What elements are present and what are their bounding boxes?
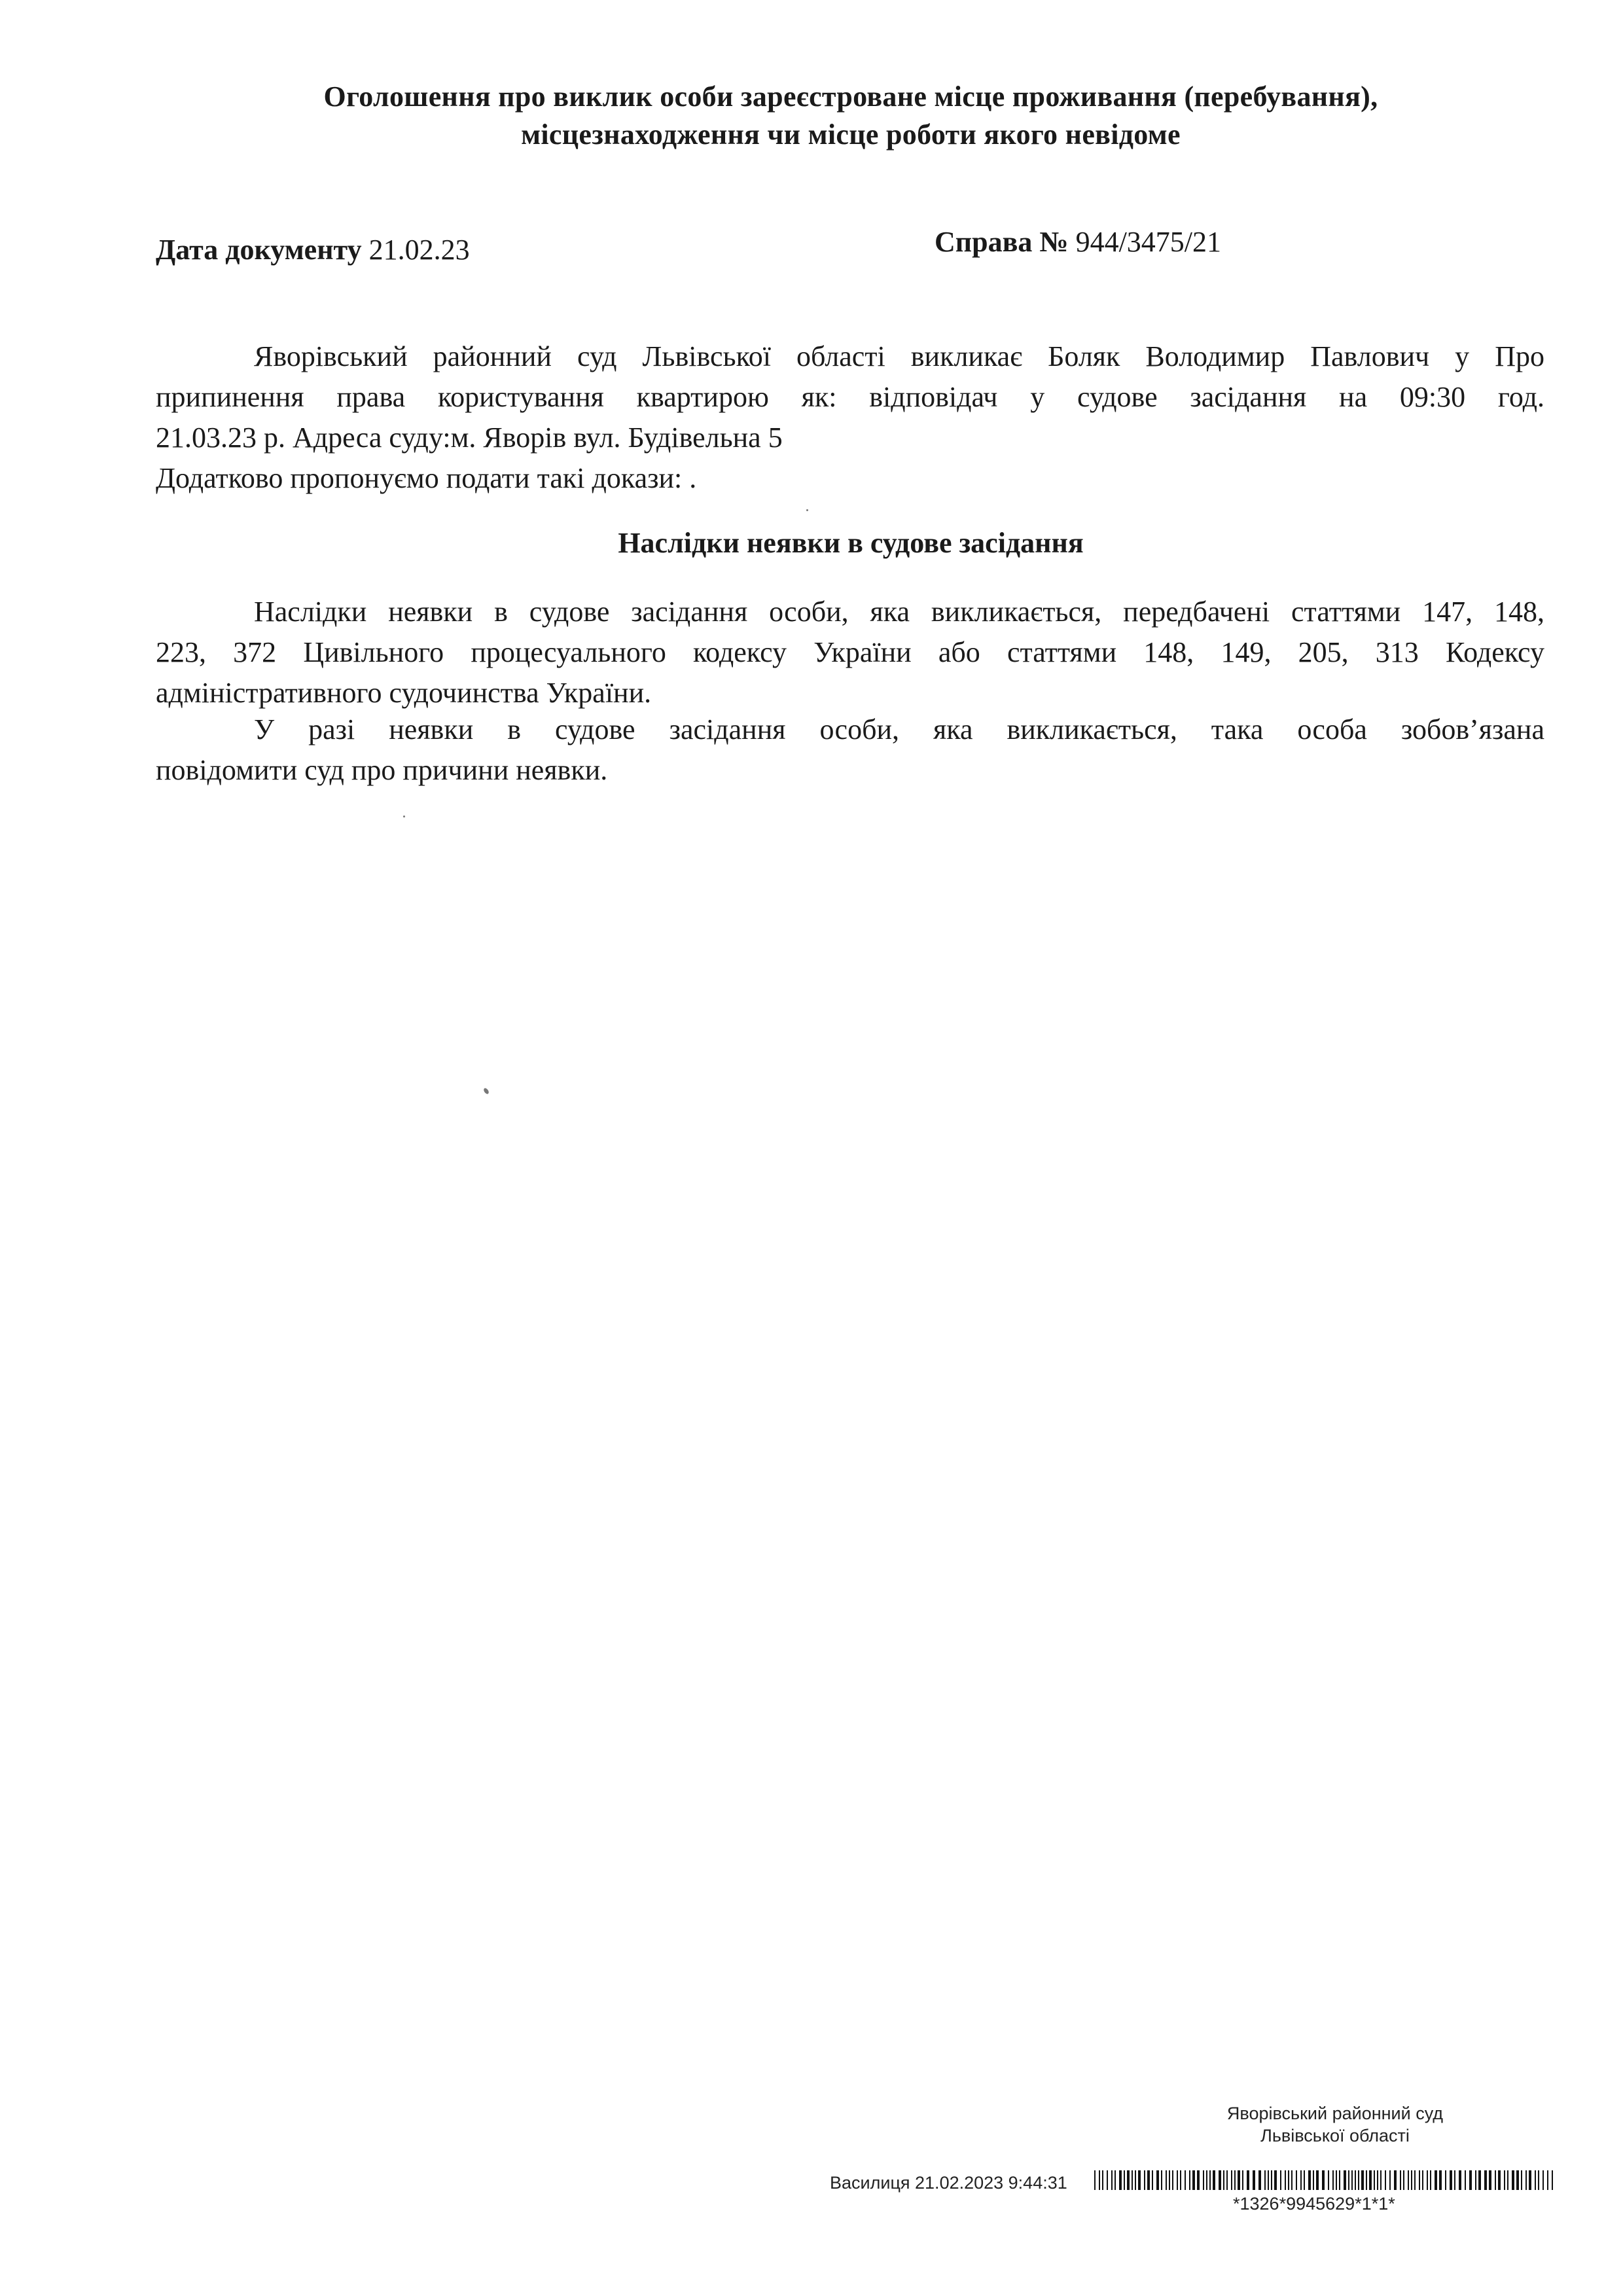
barcode-bar	[1264, 2170, 1266, 2190]
barcode-bar	[1543, 2170, 1544, 2190]
barcode-bar	[1219, 2170, 1221, 2190]
barcode-bar	[1495, 2170, 1496, 2190]
document-title-line-1: Оголошення про виклик особи зареєстроване місце проживання (перебування),	[323, 81, 1378, 113]
barcode-bar	[1419, 2170, 1420, 2190]
barcode-bar	[1521, 2170, 1522, 2190]
case-number	[935, 223, 1221, 262]
scan-speck	[483, 1087, 490, 1095]
barcode-bar	[1400, 2170, 1401, 2190]
barcode-bar	[1403, 2170, 1404, 2190]
barcode-bar	[1135, 2170, 1136, 2190]
barcode-bar	[1525, 2170, 1527, 2190]
barcode-bar	[1119, 2170, 1122, 2190]
barcode-bar	[1203, 2170, 1204, 2190]
scan-speck	[403, 816, 405, 817]
barcode-bar	[1308, 2170, 1311, 2190]
barcode-bar	[1385, 2170, 1386, 2190]
consequences-paragraph	[156, 592, 1544, 713]
barcode-bar	[1094, 2170, 1096, 2190]
barcode-bar	[1374, 2170, 1375, 2190]
barcode-bar	[1489, 2170, 1491, 2190]
barcode-bar	[1124, 2170, 1125, 2190]
barcode-bar	[1127, 2170, 1130, 2190]
barcode-bar	[1247, 2170, 1249, 2190]
barcode-bar	[1231, 2170, 1232, 2190]
barcode-bar	[1226, 2170, 1228, 2190]
barcode-bar	[1512, 2170, 1514, 2190]
barcode-bar	[1291, 2170, 1293, 2190]
consequences-line-3: адміністративного судочинства України.	[156, 677, 652, 709]
barcode-bar	[1189, 2170, 1190, 2190]
document-date-value: 21.02.23	[368, 234, 470, 266]
barcode-bar	[1296, 2170, 1297, 2190]
summons-line-1: Яворівський районний суд Львівської області викликає Боляк Володимир Павлович у Про	[254, 340, 1544, 372]
barcode-bar	[1180, 2170, 1181, 2190]
summons-paragraph	[156, 336, 1544, 499]
barcode-bar	[1478, 2170, 1481, 2190]
court-stamp-line-1: Яворівський районний суд	[1226, 2104, 1444, 2123]
barcode-number: *1326*9945629*1*1*	[1233, 2194, 1395, 2214]
barcode-bar	[1192, 2170, 1195, 2190]
barcode-bar	[1102, 2170, 1103, 2190]
barcode-bar	[1172, 2170, 1173, 2190]
barcode-bar	[1242, 2170, 1243, 2190]
barcode-bar	[1355, 2170, 1356, 2190]
barcode-bar	[1369, 2170, 1372, 2190]
barcode-bar	[1209, 2170, 1211, 2190]
barcode-bar	[1469, 2170, 1472, 2190]
barcode-bar	[1161, 2170, 1162, 2190]
barcode-bar	[1361, 2170, 1364, 2190]
barcode-bar	[1475, 2170, 1476, 2190]
summons-line-2: припинення права користування квартирою як: відповідач у судове засідання на 09:30 год.	[156, 381, 1544, 413]
barcode-bar	[1498, 2170, 1501, 2190]
barcode-bar	[1529, 2170, 1531, 2190]
barcode-bar	[1258, 2170, 1261, 2190]
barcode-bar	[1394, 2170, 1397, 2190]
barcode-bar	[1366, 2170, 1367, 2190]
barcode-bar	[1197, 2170, 1200, 2190]
barcode-bar	[1552, 2170, 1553, 2190]
barcode-bar	[1213, 2170, 1215, 2190]
barcode-bar	[1322, 2170, 1325, 2190]
barcode-bar	[1223, 2170, 1224, 2190]
barcode-bar	[1185, 2170, 1186, 2190]
barcode-bar	[1316, 2170, 1319, 2190]
barcode-icon	[1094, 2170, 1554, 2190]
barcode-bar	[1206, 2170, 1207, 2190]
barcode-bar	[1358, 2170, 1359, 2190]
barcode-bar	[1138, 2170, 1141, 2190]
barcode-bar	[1147, 2170, 1150, 2190]
barcode-bar	[1414, 2170, 1416, 2190]
summons-line-3: 21.03.23 р. Адреса суду:м. Яворів вул. Будівельна 5	[156, 422, 783, 454]
document-date-label: Дата документу	[156, 234, 362, 266]
barcode-bar	[1238, 2170, 1240, 2190]
consequences-line-1: Наслідки неявки в судове засідання особи, яка викликається, передбачені статтями 147, 148,	[254, 596, 1544, 628]
barcode-bar	[1234, 2170, 1236, 2190]
barcode-bar	[1115, 2170, 1116, 2190]
barcode-bar	[1547, 2170, 1548, 2190]
court-stamp-line-2: Львівської області	[1260, 2126, 1410, 2145]
barcode-bar	[1253, 2170, 1255, 2190]
barcode-bar	[1300, 2170, 1302, 2190]
case-number-value: 944/3475/21	[1075, 226, 1222, 258]
barcode-bar	[1459, 2170, 1461, 2190]
barcode-bar	[1313, 2170, 1314, 2190]
barcode-bar	[1445, 2170, 1446, 2190]
court-stamp	[1204, 2102, 1466, 2147]
barcode-bar	[1271, 2170, 1272, 2190]
consequences-heading: Наслідки неявки в судове засідання	[618, 527, 1084, 559]
barcode-bar	[1454, 2170, 1455, 2190]
document-title-line-2: місцезнаходження чи місце роботи якого невідоме	[521, 118, 1181, 151]
barcode-bar	[1328, 2170, 1329, 2190]
barcode-bar	[1351, 2170, 1353, 2190]
scan-speck	[806, 509, 808, 511]
barcode-bar	[1435, 2170, 1437, 2190]
barcode-bar	[1285, 2170, 1286, 2190]
barcode-bar	[1280, 2170, 1281, 2190]
barcode-bar	[1348, 2170, 1349, 2190]
obligation-line-1: У разі неявки в судове засідання особи, яка викликається, така особа зобов’язана	[254, 713, 1544, 745]
signer-timestamp: Василиця 21.02.2023 9:44:31	[830, 2173, 1067, 2193]
obligation-paragraph	[156, 709, 1544, 791]
barcode-bar	[1304, 2170, 1305, 2190]
document-date	[156, 230, 470, 270]
barcode-bar	[1427, 2170, 1428, 2190]
barcode-bar	[1166, 2170, 1167, 2190]
barcode-bar	[1339, 2170, 1340, 2190]
barcode-bar	[1439, 2170, 1442, 2190]
barcode-bar	[1380, 2170, 1382, 2190]
barcode-bar	[1169, 2170, 1170, 2190]
barcode-bar	[1408, 2170, 1409, 2190]
barcode-bar	[1152, 2170, 1153, 2190]
case-number-label: Справа №	[935, 226, 1069, 258]
barcode-bar	[1156, 2170, 1159, 2190]
barcode-bar	[1504, 2170, 1505, 2190]
barcode-bar	[1430, 2170, 1431, 2190]
barcode-bar	[1332, 2170, 1334, 2190]
barcode-bar	[1099, 2170, 1100, 2190]
obligation-line-2: повідомити суд про причини неявки.	[156, 754, 608, 786]
barcode-bar	[1344, 2170, 1346, 2190]
barcode-bar	[1107, 2170, 1108, 2190]
barcode-bar	[1132, 2170, 1133, 2190]
barcode-bar	[1450, 2170, 1452, 2190]
barcode-bar	[1484, 2170, 1487, 2190]
barcode-bar	[1535, 2170, 1536, 2190]
barcode-bar	[1422, 2170, 1423, 2190]
barcode-bar	[1411, 2170, 1412, 2190]
barcode-bar	[1389, 2170, 1391, 2190]
evidence-request-line: Додатково пропонуємо подати такі докази: .	[156, 462, 697, 494]
consequences-line-2: 223, 372 Цивільного процесуального кодексу України або статтями 148, 149, 205, 313 Кодексу	[156, 636, 1544, 668]
barcode-bar	[1377, 2170, 1378, 2190]
barcode-bar	[1268, 2170, 1269, 2190]
barcode-bar	[1274, 2170, 1277, 2190]
barcode-bar	[1177, 2170, 1178, 2190]
barcode-bar	[1507, 2170, 1508, 2190]
barcode-bar	[1288, 2170, 1289, 2190]
barcode-bar	[1336, 2170, 1337, 2190]
barcode-bar	[1144, 2170, 1145, 2190]
barcode-bar	[1465, 2170, 1466, 2190]
barcode-bar	[1111, 2170, 1113, 2190]
barcode-bar	[1538, 2170, 1539, 2190]
barcode-bar	[1516, 2170, 1519, 2190]
